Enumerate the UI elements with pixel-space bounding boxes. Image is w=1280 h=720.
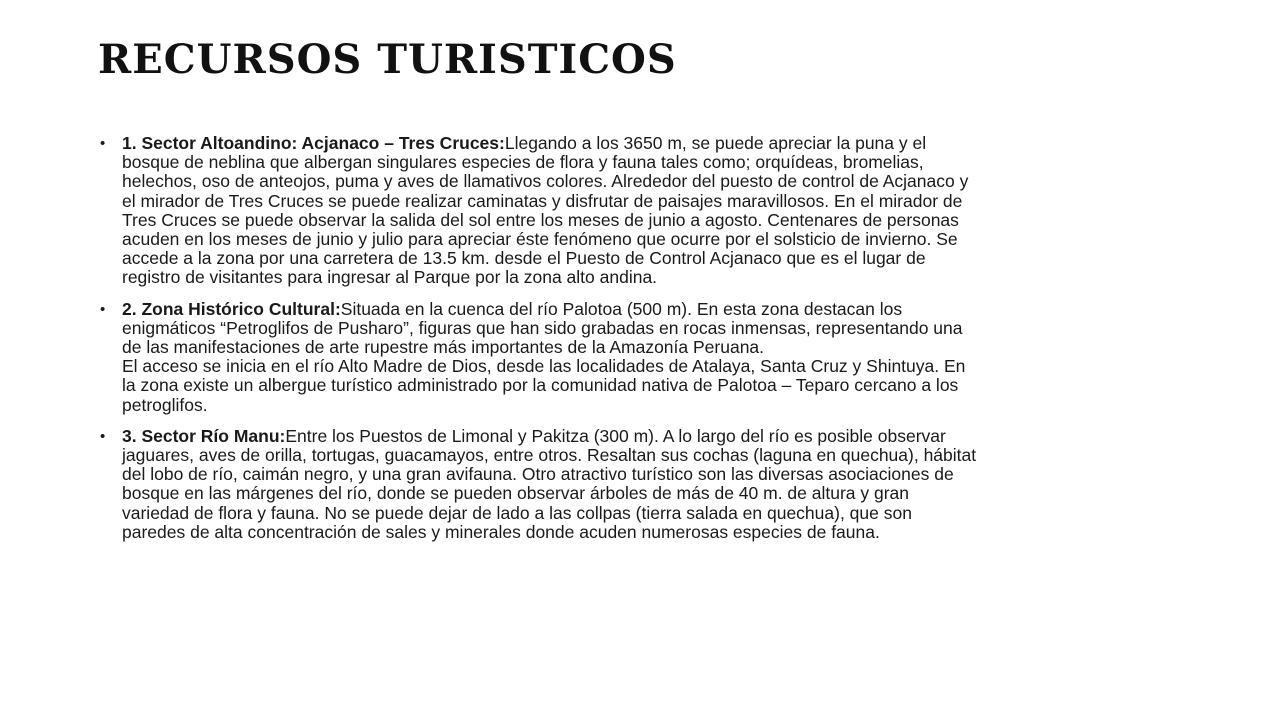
item-text: Situada en la cuenca del río Palotoa (500 m). En esta zona destacan los enigmáticos “Petroglifos de Pusharo”, figuras que han sido grabadas en rocas inmensas, representando una de las manifestaciones de arte rupestre más importantes de la Amazonía Peruana. [122,298,963,358]
list-item [100,134,980,288]
bullet-list [100,134,980,554]
bullet-icon: • [100,135,106,152]
item-text-continued: El acceso se inicia en el río Alto Madre de Dios, desde las localidades de Atalaya, Santa Cruz y Shintuya. En la zona existe un albergue turístico administrado por la comunidad nativa de Palotoa – Teparo cercano a los petroglifos. [122,356,966,415]
list-item [100,300,980,415]
item-heading: 2. Zona Histórico Cultural: [122,298,341,319]
bullet-icon: • [100,300,106,318]
item-heading: 1. Sector Altoandino: Acjanaco – Tres Cruces: [122,133,505,153]
item-text: Llegando a los 3650 m, se puede apreciar la puna y el bosque de neblina que albergan singulares especies de flora y fauna tales como; orquídeas, bromelias, helechos, oso de anteojos, puma y aves de llamativos colores. Alrededor del puesto de control de Acjanaco y el mirador de Tres Cruces se puede realizar caminatas y disfrutar de paisajes maravillosos. En el mirador de Tres Cruces se puede observar la salida del sol entre los meses de junio a agosto. Centenares de personas acuden en los meses de junio y julio para apreciar éste fenómeno que ocurre por el solsticio de invierno. Se accede a la zona por una carretera de 13.5 km. desde el Puesto de Control Acjanaco que es el lugar de registro de visitantes para ingresar al Parque por la zona alto andina. [122,133,969,288]
slide-title: RECURSOS TURISTICOS [98,36,677,83]
bullet-icon: • [100,427,106,445]
item-heading: 3. Sector Río Manu: [122,425,286,446]
item-text: Entre los Puestos de Limonal y Pakitza (300 m). A lo largo del río es posible observar jaguares, aves de orilla, tortugas, guacamayos, entre otros. Resaltan sus cochas (laguna en quechua), hábitat del lobo de río, caimán negro, y una gran avifauna. Otro atractivo turístico son las diversas asociaciones de bosque en las márgenes del río, donde se pueden observar árboles de más de 40 m. de altura y gran variedad de flora y fauna. No se puede dejar de lado a las collpas (tierra salada en quechua), que son paredes de alta concentración de sales y minerales donde acuden numerosas especies de fauna. [122,425,977,542]
list-item [100,427,980,542]
